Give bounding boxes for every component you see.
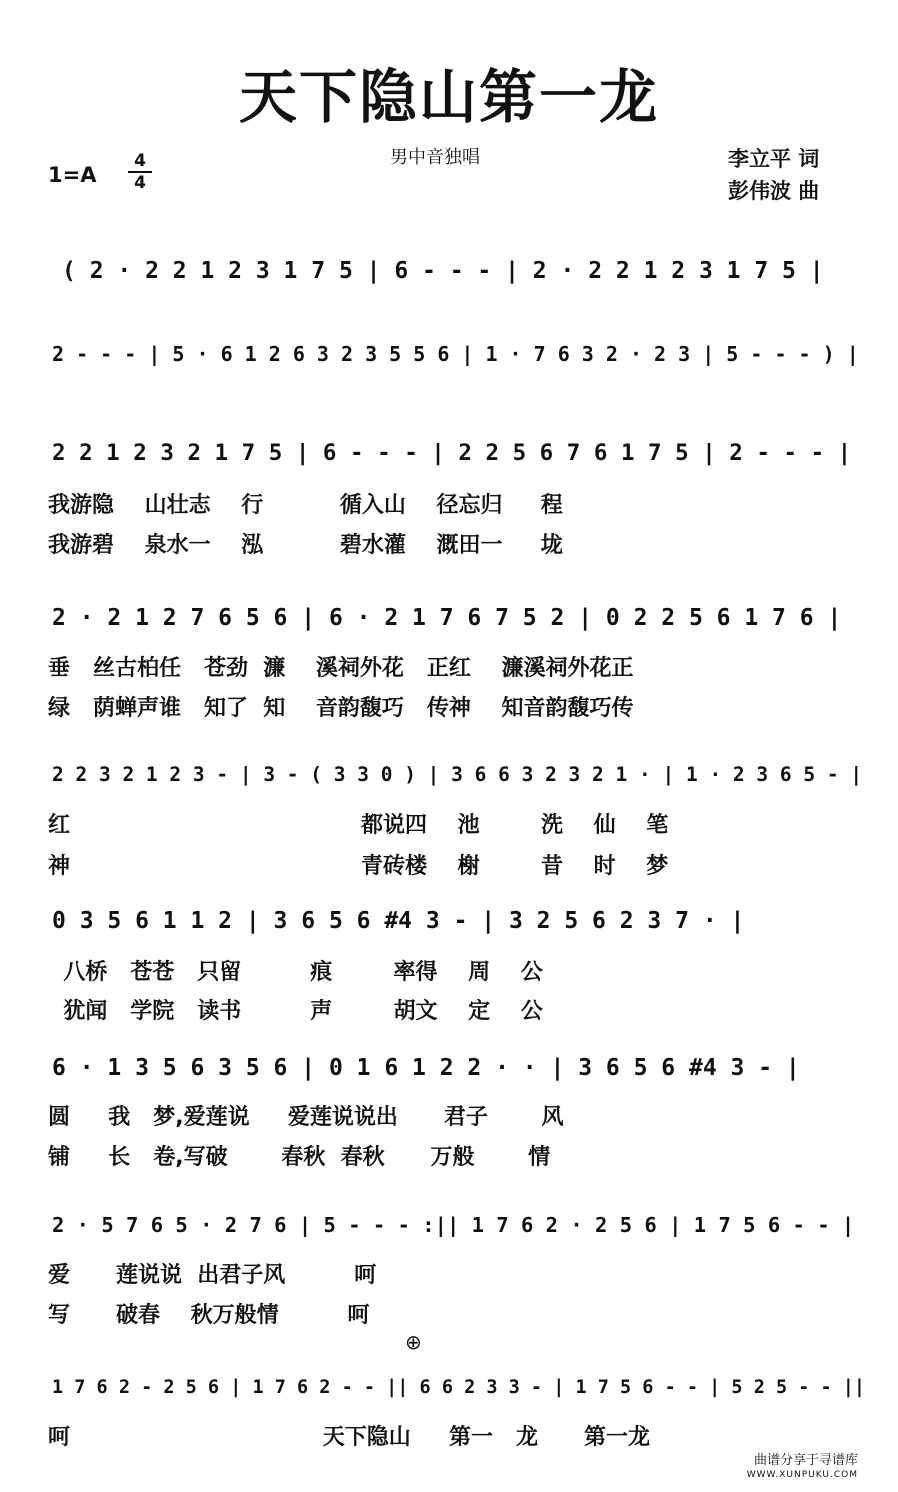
- notation-row: ( 2 · 2 2 1 2 3 1 7 5 | 6 - - - | 2 · 2 2 1 2 3 1 7 5 |: [62, 258, 824, 284]
- lyric-verse-2: 铺 长 卷,写破 春秋 春秋 万般 情: [48, 1145, 551, 1170]
- time-signature-bottom: 4: [134, 173, 146, 193]
- notation-row: 2 2 1 2 3 2 1 7 5 | 6 - - - | 2 2 5 6 7 6 1 7 5 | 2 - - - |: [52, 440, 852, 466]
- lyricist-credit: 李立平 词: [728, 147, 820, 171]
- watermark-site: 曲谱分享于寻谱库: [753, 1453, 858, 1468]
- watermark: [747, 1454, 858, 1482]
- lyric-verse-1: 呵 天下隐山 第一 龙 第一龙: [48, 1425, 650, 1450]
- lyric-verse-2: 写 破春 秋万般情 呵: [48, 1303, 370, 1328]
- notation-row: 0 3 5 6 1 1 2 | 3 6 5 6 #4 3 - | 3 2 5 6 2 3 7 · |: [52, 908, 745, 934]
- lyric-verse-1: 圆 我 梦,爱莲说 爱莲说说出 君子 风: [48, 1105, 564, 1130]
- score-line-1: [0, 258, 898, 318]
- notation-row: 2 · 5 7 6 5 · 2 7 6 | 5 - - - :|| 1 7 6 2 · 2 5 6 | 1 7 5 6 - - |: [52, 1213, 855, 1237]
- score-line-2: [0, 342, 898, 402]
- notation-row: 2 - - - | 5 · 6 1 2 6 3 2 3 5 5 6 | 1 · 7 6 3 2 · 2 3 | 5 - - - ) |: [52, 342, 859, 366]
- performance-note: 男中音独唱: [390, 147, 480, 168]
- lyric-verse-1: 爱 莲说说 出君子风 呵: [48, 1263, 377, 1288]
- lyric-verse-2: 绿 荫蝉声谁 知了 知 音韵馥巧 传神 知音韵馥巧传: [48, 696, 634, 721]
- lyric-verse-1: 红 都说四 池 洗 仙 笔: [48, 813, 669, 838]
- time-signature: [128, 152, 152, 192]
- lyric-verse-1: 八桥 苍苍 只留 痕 率得 周 公: [48, 960, 543, 985]
- lyric-verse-2: 神 青砖楼 榭 昔 时 梦: [48, 854, 669, 879]
- lyric-verse-1: 我游隐 山壮志 行 循入山 径忘归 程: [48, 493, 563, 518]
- notation-row: 2 2 3 2 1 2 3 - | 3 - ( 3 3 0 ) | 3 6 6 3 2 3 2 1 · | 1 · 2 3 6 5 - |: [52, 763, 863, 786]
- lyric-verse-2: 犹闻 学院 读书 声 胡文 定 公: [48, 999, 543, 1024]
- lyric-verse-2: 我游碧 泉水一 泓 碧水灌 溉田一 垅: [48, 533, 563, 558]
- notation-row: 2 · 2 1 2 7 6 5 6 | 6 · 2 1 7 6 7 5 2 | 0 2 2 5 6 1 7 6 |: [52, 605, 842, 631]
- key-signature: 1=A: [48, 163, 97, 187]
- notation-row: 1 7 6 2 - 2 5 6 | 1 7 6 2 - - || 6 6 2 3 3 - | 1 7 5 6 - - | 5 2 5 - - ||: [52, 1377, 866, 1398]
- watermark-url: WWW.XUNPUKU.COM: [746, 1470, 858, 1480]
- time-signature-top: 4: [134, 151, 146, 171]
- coda-sign-icon: ⊕: [405, 1330, 422, 1354]
- notation-row: 6 · 1 3 5 6 3 5 6 | 0 1 6 1 2 2 · · | 3 6 5 6 #4 3 - |: [52, 1055, 800, 1081]
- page-title: 天下隐山第一龙: [238, 63, 659, 131]
- composer-credit: 彭伟波 曲: [728, 179, 820, 203]
- lyric-verse-1: 垂 丝古柏任 苍劲 濂 溪祠外花 正红 濂溪祠外花正: [48, 656, 634, 681]
